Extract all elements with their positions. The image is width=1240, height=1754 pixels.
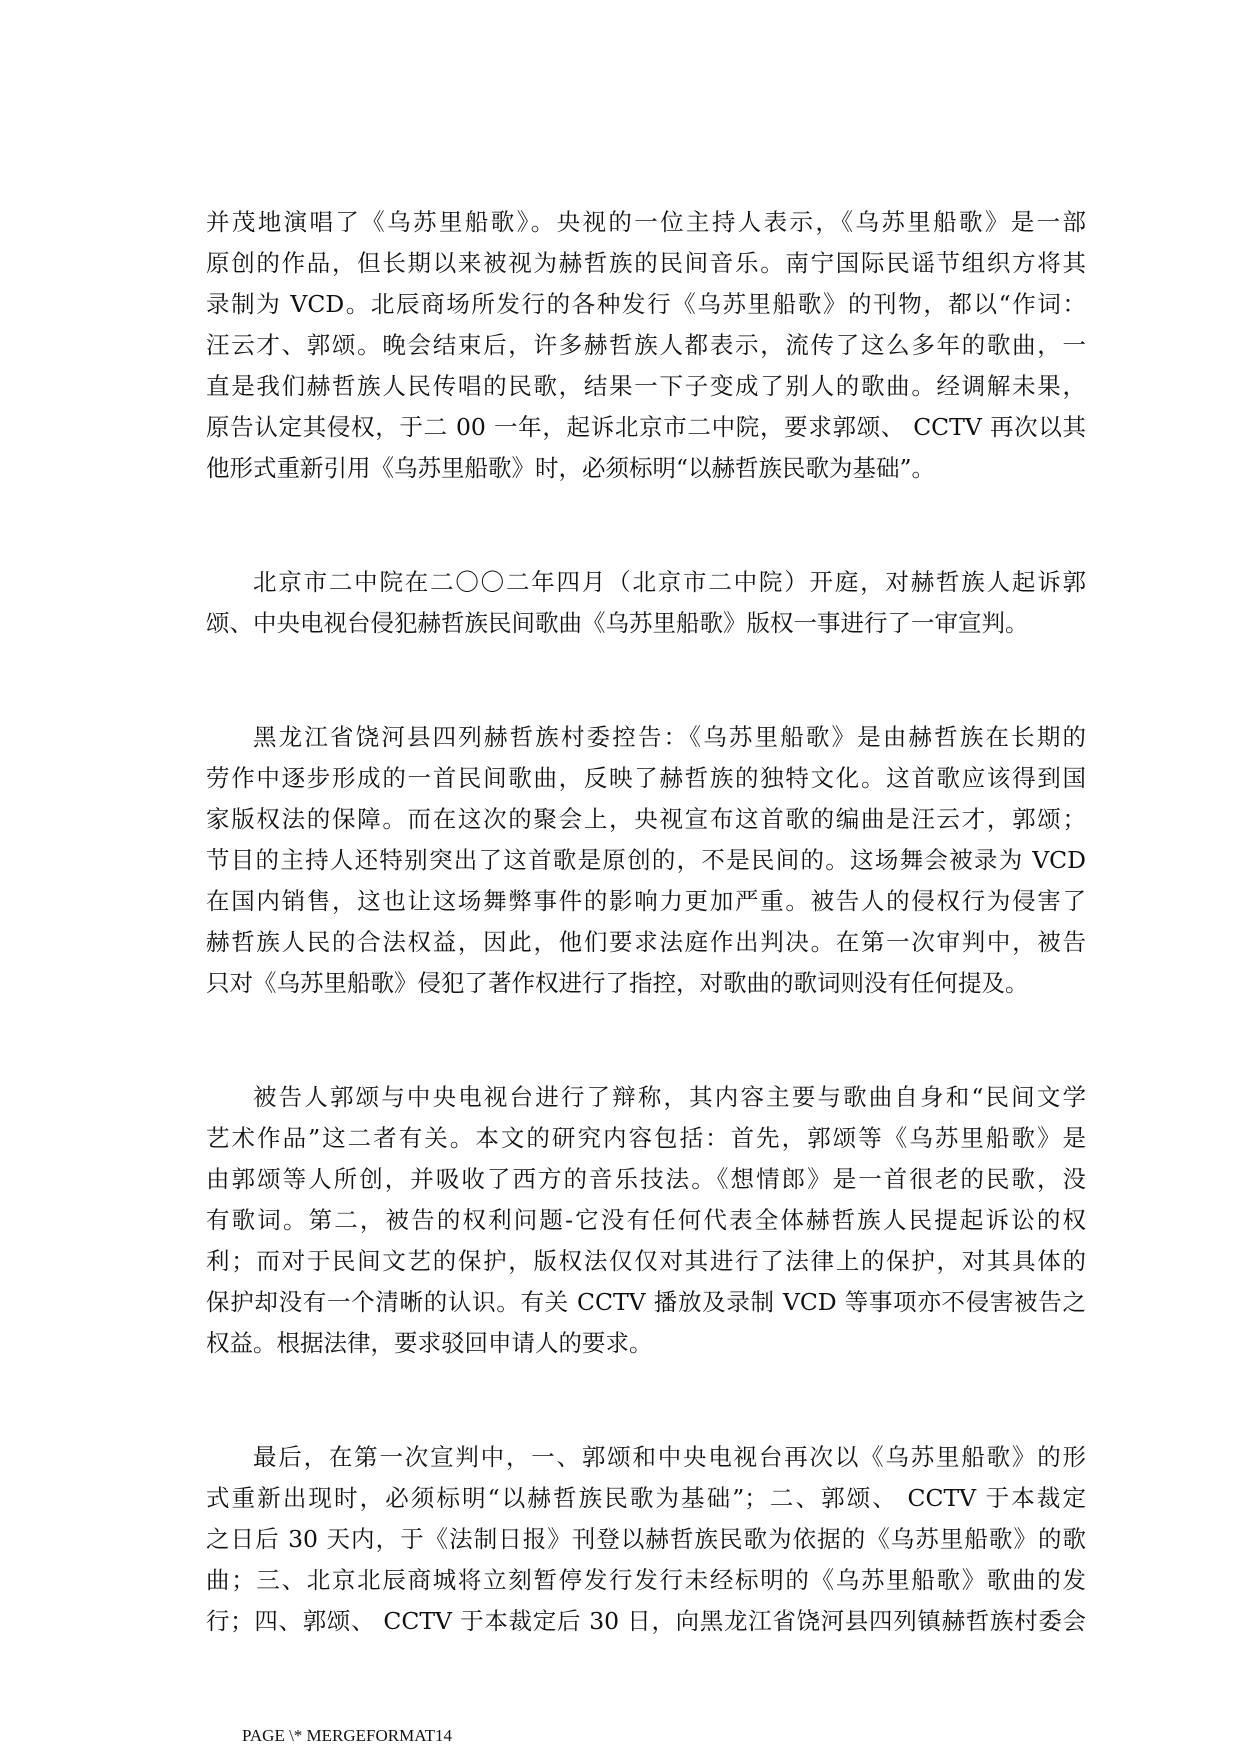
paragraph — [206, 1437, 1086, 1642]
text-line: 只对《乌苏里船歌》侵犯了著作权进行了指控，对歌曲的歌词则没有任何提及。 — [206, 969, 1029, 997]
text-line: 直是我们赫哲族人民传唱的民歌，结果一下子变成了别人的歌曲。经调解未果， — [206, 372, 1086, 400]
text-line: 权益。根据法律，要求驳回申请人的要求。 — [206, 1329, 653, 1357]
document-body — [206, 202, 1086, 1642]
text-line: 颂、中央电视台侵犯赫哲族民间歌曲《乌苏里船歌》版权一事进行了一审宣判。 — [206, 609, 1029, 637]
text-line: 艺术作品”这二者有关。本文的研究内容包括：首先，郭颂等《乌苏里船歌》是 — [206, 1124, 1086, 1152]
text-line: 式重新出现时，必须标明“以赫哲族民歌为基础”；二、郭颂、 CCTV 于本裁定 — [206, 1484, 1086, 1512]
text-line: 汪云才、郭颂。晚会结束后，许多赫哲族人都表示，流传了这么多年的歌曲，一 — [206, 331, 1086, 359]
text-line: 黑龙江省饶河县四列赫哲族村委控告：《乌苏里船歌》是由赫哲族在长期的 — [253, 723, 1086, 751]
text-line: 利；而对于民间文艺的保护，版权法仅仅对其进行了法律上的保护，对其具体的 — [206, 1247, 1086, 1275]
text-line: 节目的主持人还特别突出了这首歌是原创的，不是民间的。这场舞会被录为 VCD — [206, 846, 1086, 874]
text-line: 最后，在第一次宣判中，一、郭颂和中央电视台再次以《乌苏里船歌》的形 — [253, 1443, 1086, 1471]
text-line: 曲；三、北京北辰商城将立刻暂停发行发行未经标明的《乌苏里船歌》歌曲的发 — [206, 1566, 1086, 1594]
text-line: 被告人郭颂与中央电视台进行了辩称，其内容主要与歌曲自身和“民间文学 — [253, 1083, 1086, 1111]
text-line: 之日后 30 天内，于《法制日报》刊登以赫哲族民歌为依据的《乌苏里船歌》的歌 — [206, 1525, 1086, 1553]
text-line: 有歌词。第二，被告的权利问题-它没有任何代表全体赫哲族人民提起诉讼的权 — [206, 1206, 1086, 1234]
text-line: 赫哲族人民的合法权益，因此，他们要求法庭作出判决。在第一次审判中，被告 — [206, 928, 1086, 956]
paragraph — [206, 202, 1086, 489]
paragraph — [206, 717, 1086, 1004]
text-line: 劳作中逐步形成的一首民间歌曲，反映了赫哲族的独特文化。这首歌应该得到国 — [206, 764, 1086, 792]
text-line: 由郭颂等人所创，并吸收了西方的音乐技法。《想情郎》是一首很老的民歌，没 — [206, 1165, 1086, 1193]
paragraph — [206, 562, 1086, 644]
text-line: 录制为 VCD。北辰商场所发行的各种发行《乌苏里船歌》的刊物，都以“作词： — [206, 290, 1086, 318]
paragraph — [206, 1077, 1086, 1364]
text-line: 北京市二中院在二〇〇二年四月（北京市二中院）开庭，对赫哲族人起诉郭 — [253, 568, 1086, 596]
text-line: 他形式重新引用《乌苏里船歌》时，必须标明“以赫哲族民歌为基础”。 — [206, 454, 936, 482]
text-line: 在国内销售，这也让这场舞弊事件的影响力更加严重。被告人的侵权行为侵害了 — [206, 887, 1086, 915]
text-line: 行；四、郭颂、 CCTV 于本裁定后 30 日，向黑龙江省饶河县四列镇赫哲族村委会 — [206, 1607, 1086, 1635]
text-line: 原创的作品，但长期以来被视为赫哲族的民间音乐。南宁国际民谣节组织方将其 — [206, 249, 1086, 277]
text-line: 保护却没有一个清晰的认识。有关 CCTV 播放及录制 VCD 等事项亦不侵害被告之 — [206, 1288, 1086, 1316]
page-footer: PAGE \* MERGEFORMAT14 — [242, 1726, 453, 1745]
text-line: 家版权法的保障。而在这次的聚会上，央视宣布这首歌的编曲是汪云才，郭颂； — [206, 805, 1086, 833]
text-line: 原告认定其侵权，于二 00 一年，起诉北京市二中院，要求郭颂、 CCTV 再次以其 — [206, 413, 1086, 441]
text-line: 并茂地演唱了《乌苏里船歌》。央视的一位主持人表示，《乌苏里船歌》是一部 — [206, 208, 1086, 236]
